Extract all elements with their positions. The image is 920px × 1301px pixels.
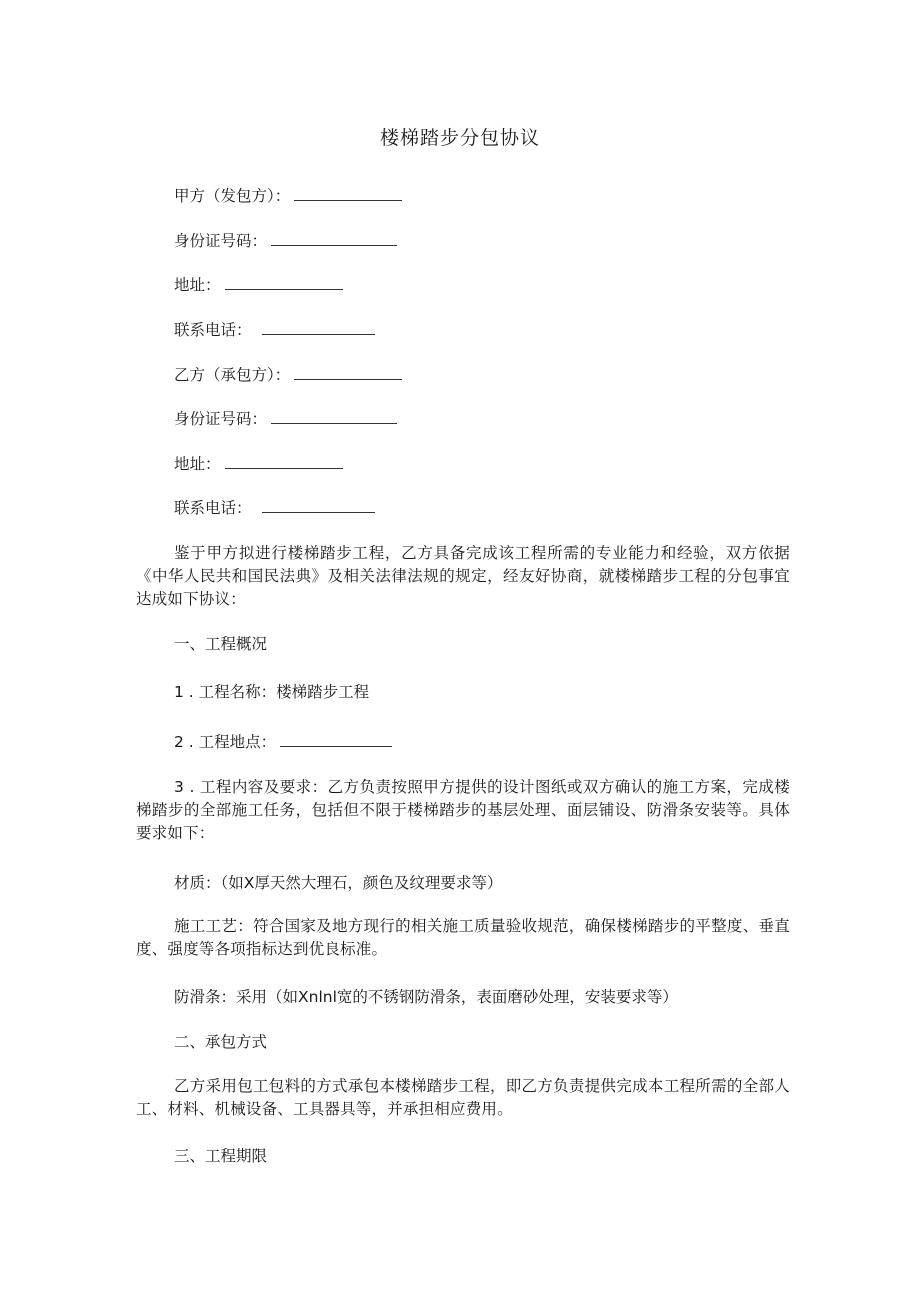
section-1-heading: 一、工程概况 [174,635,268,653]
party-b-id-blank[interactable] [271,409,397,424]
party-b-blank[interactable] [294,365,402,380]
preamble-paragraph: 鉴于甲方拟进行楼梯踏步工程，乙方具备完成该工程所需的专业能力和经验，双方依据《中华人民共和国民法典》及相关法律法规的规定，经友好协商，就楼梯踏步工程的分包事宜达成如下协议： [136,544,790,608]
party-b-phone-blank[interactable] [262,498,375,513]
party-a-label: 甲方（发包方）： [174,187,291,205]
party-a-phone-blank[interactable] [262,320,375,335]
party-a-id-blank[interactable] [271,231,397,246]
craft-paragraph: 施工工艺：符合国家及地方现行的相关施工质量验收规范，确保楼梯踏步的平整度、垂直度、强度等各项指标达到优良标准。 [136,917,790,958]
party-a-address-blank[interactable] [225,275,343,290]
party-a-address-label: 地址： [174,276,221,294]
contract-mode-paragraph: 乙方采用包工包料的方式承包本楼梯踏步工程，即乙方负责提供完成本工程所需的全部人工、材料、机械设备、工具器具等，并承担相应费用。 [136,1077,790,1118]
party-a-phone-line [174,318,375,342]
party-b-address-blank[interactable] [225,454,343,469]
party-b-line [174,363,402,387]
party-b-label: 乙方（承包方）： [174,366,291,384]
item-2-project-location: 2 . 工程地点： [174,733,277,751]
antislip-line: 防滑条：采用（如Xnlnl宽的不锈钢防滑条，表面磨砂处理，安装要求等） [174,988,678,1006]
item-3-paragraph: 3 . 工程内容及要求：乙方负责按照甲方提供的设计图纸或双方确认的施工方案，完成楼梯踏步的全部施工任务，包括但不限于楼梯踏步的基层处理、面层铺设、防滑条安装等。具体要求如下： [136,778,790,842]
section-2-heading: 二、承包方式 [174,1033,268,1051]
party-a-address-line [174,273,343,297]
party-a-line [174,184,402,208]
party-b-address-line [174,452,343,476]
item-1-project-name: 1 . 工程名称：楼梯踏步工程 [174,683,370,701]
item-2-line [174,730,392,754]
party-a-id-line [174,229,397,253]
document-title: 楼梯踏步分包协议 [379,127,540,149]
party-a-phone-label: 联系电话： [174,321,252,339]
material-line: 材质：（如X厚天然大理石，颜色及纹理要求等） [174,874,503,892]
party-b-address-label: 地址： [174,455,221,473]
party-b-id-label: 身份证号码： [174,410,268,428]
party-a-id-label: 身份证号码： [174,232,268,250]
party-b-phone-line [174,496,375,520]
project-location-blank[interactable] [280,732,392,747]
section-3-heading: 三、工程期限 [174,1147,268,1165]
party-b-phone-label: 联系电话： [174,499,252,517]
party-a-blank[interactable] [294,186,402,201]
party-b-id-line [174,407,397,431]
